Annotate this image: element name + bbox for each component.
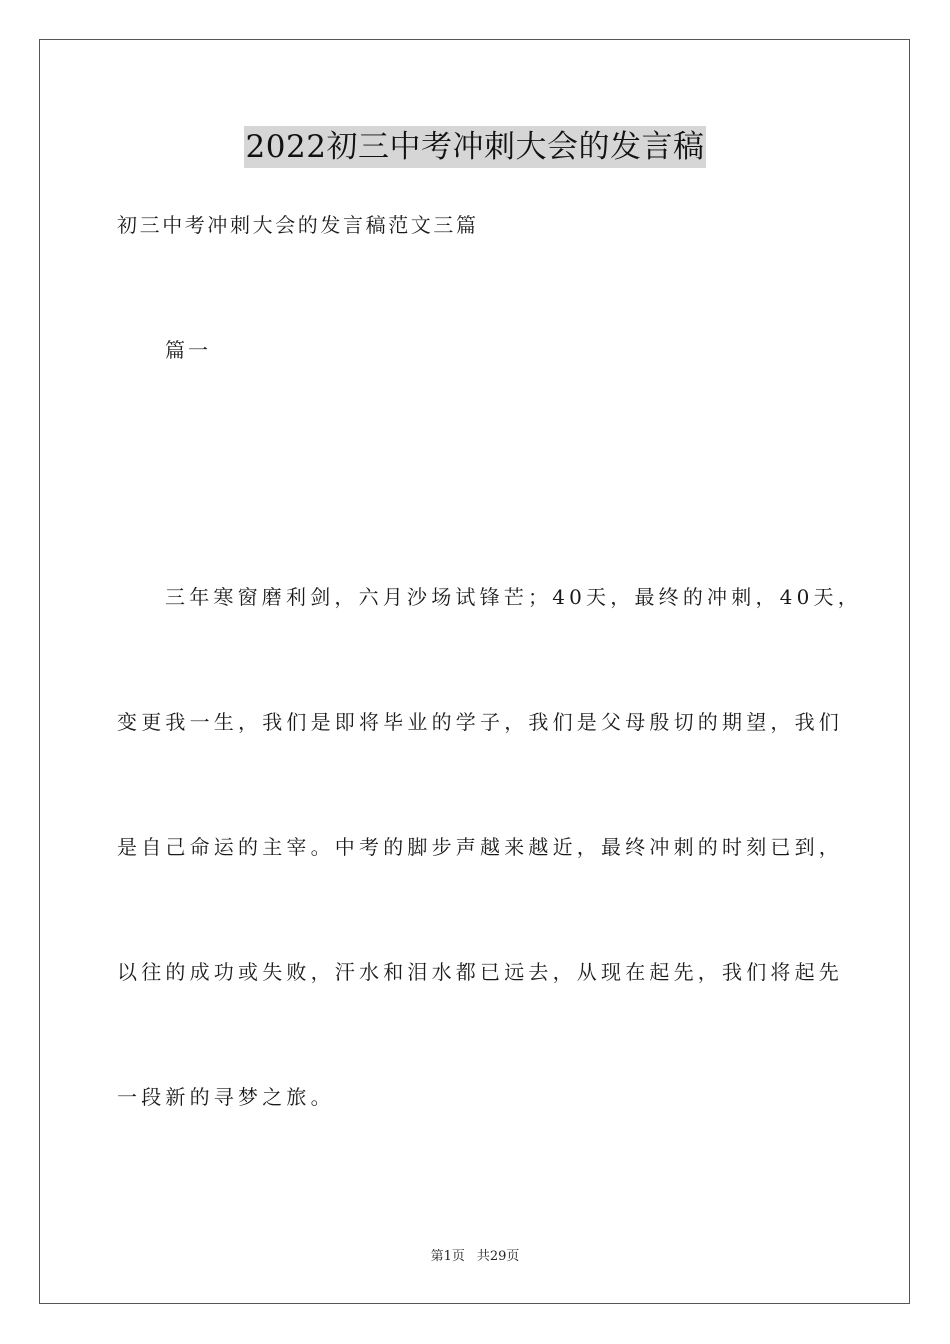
body-line-2: 变更我一生，我们是即将毕业的学子，我们是父母殷切的期望，我们 [117, 710, 843, 734]
body-line-3: 是自己命运的主宰。中考的脚步声越来越近，最终冲刺的时刻已到， [117, 835, 843, 859]
page-total: 共29页 [476, 1249, 520, 1264]
document-subtitle: 初三中考冲刺大会的发言稿范文三篇 [117, 213, 479, 237]
body-line-1: 三年寒窗磨利剑，六月沙场试锋芒；40天，最终的冲刺，40天， [165, 585, 862, 609]
document-title: 2022初三中考冲刺大会的发言稿 [244, 126, 707, 168]
body-line-4: 以往的成功或失败，汗水和泪水都已远去，从现在起先，我们将起先 [117, 960, 843, 984]
title-container [0, 126, 950, 168]
page-footer [0, 1248, 950, 1266]
section-heading: 篇一 [165, 338, 211, 362]
body-line-5: 一段新的寻梦之旅。 [117, 1085, 335, 1109]
page-number: 第1页 [430, 1249, 465, 1264]
